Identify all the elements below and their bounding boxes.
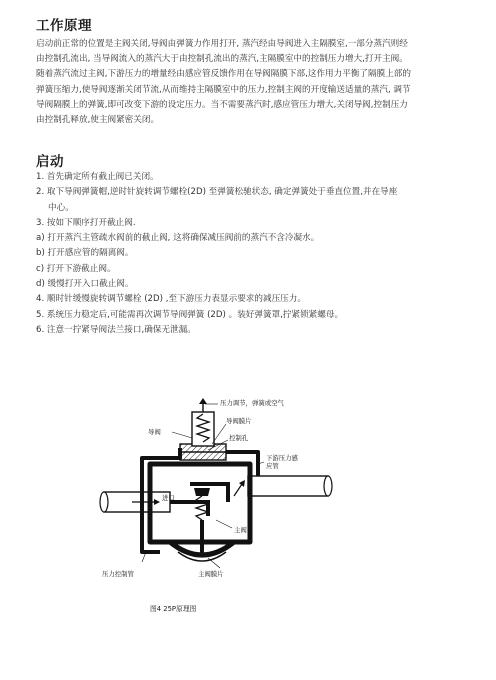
label-main-valve: 主阀 [234,526,247,534]
label-sensing-pipe: 应管 [266,462,279,470]
list-item: a) 打开蒸汽主管疏水阀前的截止阀, 这将确保减压阀前的蒸汽不含冷凝水。 [36,233,320,244]
list-item: 4. 顺时针缓慢旋转调节螺栓 (2D) ,至下游压力表显示要求的减压压力。 [36,294,306,305]
list-item: 2. 取下导阀弹簧帽,逆时针旋转调节螺栓(2D) 至弹簧松驰状态, 确定弹簧处于垂直位置,并在导座 [36,187,398,198]
label-pressure-control-pipe: 压力控制管 [102,570,134,578]
list-item: 3. 按如下顺序打开截止阀. [36,217,136,228]
label-pilot-valve: 导阀 [148,428,161,436]
paragraph-line: 由控制孔释放,使主阀紧密关闭。 [36,115,160,126]
list-item: 6. 注意一拧紧导阀法兰接口,确保无泄漏。 [36,324,196,335]
paragraph-line: 启动前正常的位置是主阀关闭,导阀由弹簧力作用打开, 蒸汽经由导阀进入主隔膜室,一部分蒸汽则经 [36,39,408,49]
list-item: c) 打开下游截止阀。 [36,263,116,274]
label-pilot-diaphragm: 导阀膜片 [226,417,252,425]
downstream-pipe [248,476,332,496]
figure-caption: 图4 25P原理图 [150,605,197,613]
section-title-startup: 启动 [36,154,64,170]
paragraph-line: 弹簧压缩力,使导阀逐渐关闭节流,从而维持主隔膜室中的压力,控制主阀的开度输送适量的蒸汽, 调节 [36,84,411,95]
valve-schematic-diagram [98,392,338,582]
paragraph-line: 随着蒸汽流过主阀,下游压力的增量经由感应管反馈作用在导阀隔膜下部,这作用力平衡了隔膜上部的 [36,69,411,80]
list-item: 5. 系统压力稳定后,可能需再次调节导阀弹簧 (2D) 。装好弹簧罩,拧紧锁紧螺母。 [36,309,344,320]
label-main-diaphragm: 主阀膜片 [198,570,224,578]
paragraph-line: 由控制孔流出, 当导阀流入的蒸汽大于由控制孔流出的蒸汽,主隔膜室中的控制压力增大,打开主阀。 [36,54,408,65]
list-item: 1. 首先确定所有截止阀已关闭。 [36,172,159,182]
label-pressure-adjust: 压力调节，弹簧或空气 [220,399,284,407]
list-item: d) 缓慢打开入口截止阀。 [36,279,134,290]
paragraph-line: 导阀隔膜上的弹簧,即可改变下游的设定压力。当不需要蒸汽时,感应管压力增大,关闭导阀,控制压力 [36,99,408,110]
list-item: b) 打开感应管的隔离阀。 [36,248,134,259]
list-item: 中心。 [48,202,74,213]
label-inlet: 进口 [162,494,175,502]
label-control-orifice: 控制孔 [229,434,249,442]
startup-steps-list [36,170,466,338]
pilot-valve [180,398,226,460]
working-principle-paragraph [36,37,466,128]
label-downstream-sensing: 下游压力感 [266,454,298,462]
section-title-working-principle: 工作原理 [36,18,92,34]
